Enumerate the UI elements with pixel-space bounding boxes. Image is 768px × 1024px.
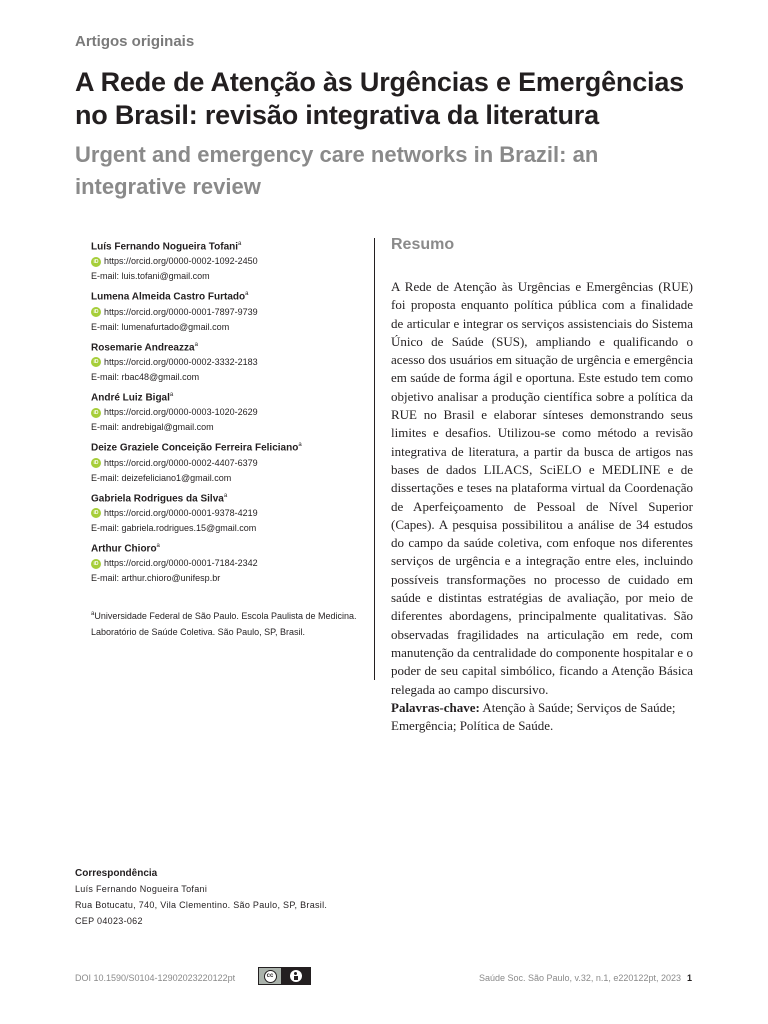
author-entry xyxy=(91,439,374,483)
author-entry xyxy=(91,339,374,383)
author-email[interactable]: E-mail: arthur.chioro@unifesp.br xyxy=(91,573,221,584)
author-email[interactable]: E-mail: gabriela.rodrigues.15@gmail.com xyxy=(91,522,257,533)
author-email[interactable]: E-mail: luis.tofani@gmail.com xyxy=(91,271,210,282)
orcid-icon: iD xyxy=(91,257,101,267)
orcid-icon: iD xyxy=(91,508,101,518)
author-name xyxy=(91,238,374,253)
cc-icon: cc xyxy=(264,970,277,983)
author-name xyxy=(91,288,374,303)
orcid-line xyxy=(91,455,374,472)
correspondence xyxy=(75,866,395,929)
orcid-line xyxy=(91,354,374,371)
cc-by-license-icon[interactable] xyxy=(258,967,311,985)
orcid-icon: iD xyxy=(91,357,101,367)
author-name-text: Lumena Almeida Castro Furtado xyxy=(91,291,246,303)
correspondence-heading: Correspondência xyxy=(75,868,158,879)
attribution-icon xyxy=(290,970,302,982)
author-entry xyxy=(91,288,374,332)
author-name-text: Rosemarie Andreazza xyxy=(91,341,195,353)
author-entry xyxy=(91,389,374,433)
affiliation-text: Universidade Federal de São Paulo. Escola Paulista de Medicina. Laboratório de Saúde Coletiva. São Paulo, SP, Brasil. xyxy=(91,611,357,638)
author-email[interactable]: E-mail: andrebigal@gmail.com xyxy=(91,422,214,433)
author-affiliation-sup: a xyxy=(298,442,302,449)
journal-reference: Saúde Soc. São Paulo, v.32, n.1, e220122pt, 2023 xyxy=(478,973,681,983)
author-entry xyxy=(91,490,374,534)
author-name xyxy=(91,540,374,555)
orcid-link[interactable]: https://orcid.org/0000-0002-1092-2450 xyxy=(104,256,258,267)
author-name-text: Gabriela Rodrigues da Silva xyxy=(91,492,224,504)
abstract xyxy=(391,236,693,735)
author-affiliation-sup: a xyxy=(156,542,160,549)
author-name-text: Luís Fernando Nogueira Tofani xyxy=(91,241,239,253)
orcid-line xyxy=(91,253,374,270)
orcid-line xyxy=(91,404,374,421)
correspondence-line: Rua Botucatu, 740, Vila Clementino. São Paulo, SP, Brasil. xyxy=(75,900,328,910)
orcid-link[interactable]: https://orcid.org/0000-0002-3332-2183 xyxy=(104,356,258,367)
section-label: Artigos originais xyxy=(75,33,195,50)
orcid-line xyxy=(91,304,374,321)
orcid-link[interactable]: https://orcid.org/0000-0003-1020-2629 xyxy=(104,407,258,418)
orcid-link[interactable]: https://orcid.org/0000-0001-7184-2342 xyxy=(104,558,258,569)
correspondence-line: Luís Fernando Nogueira Tofani xyxy=(75,884,208,894)
orcid-line xyxy=(91,555,374,572)
author-affiliation-sup: a xyxy=(245,291,249,298)
author-name-text: Deize Graziele Conceição Ferreira Feliciano xyxy=(91,442,299,454)
keywords xyxy=(391,699,693,736)
author-email[interactable]: E-mail: rbac48@gmail.com xyxy=(91,371,200,382)
author-name xyxy=(91,389,374,404)
article-title-pt: A Rede de Atenção às Urgências e Emergências no Brasil: revisão integrativa da literatura xyxy=(75,67,684,130)
author-affiliation-sup: a xyxy=(223,492,228,499)
orcid-icon: iD xyxy=(91,408,101,418)
page-number: 1 xyxy=(686,973,692,983)
abstract-body: A Rede de Atenção às Urgências e Emergências (RUE) foi proposta enquanto política pública com a finalidade de articular e integrar os serviços assistenciais do Sistema Único de Saúde (SUS), ampliando e qualificando o acesso dos usuários em situação de urgência e emergência em saúde de forma ágil e oportuna. Este estudo tem como objetivo analisar a produção científica sobre a política da RUE no Brasil e elaborar sínteses demonstrando seus limites e desafios. Utilizou-se como método a revisão integrativa de literatura, a partir da busca de artigos nas bases de dados LILACS, SciELO e MEDLINE e de dissertações e teses na plataforma virtual da Coordenação de Aperfeiçoamento de Pessoal de Nível Superior (Capes). A pesquisa possibilitou a análise de 34 estudos do campo da saúde coletiva, com enfoque nos diferentes serviços de urgência e a integração entre eles, incluindo possíveis transformações no processo de cuidado em saúde e distintas estratégias de avaliação, por meio de diferentes abordagens, principalmente qualitativas. São observadas fragilidades na articulação em rede, com manutenção da centralidade do componente hospitalar e o poder de seu capital simbólico, ficando a Atenção Básica relegada ao campo discursivo. xyxy=(391,279,694,697)
orcid-icon: iD xyxy=(91,559,101,569)
author-name xyxy=(91,439,374,454)
journal-citation xyxy=(479,973,692,983)
by-symbol xyxy=(281,968,310,984)
doi-link[interactable]: DOI 10.1590/S0104-12902023220122pt xyxy=(75,973,236,983)
orcid-line xyxy=(91,505,374,522)
author-affiliation-sup: a xyxy=(169,391,174,398)
author-name xyxy=(91,339,374,354)
keywords-label: Palavras-chave: xyxy=(391,699,480,715)
author-affiliation-sup: a xyxy=(238,241,242,247)
orcid-link[interactable]: https://orcid.org/0000-0001-9378-4219 xyxy=(104,507,258,518)
orcid-icon: iD xyxy=(91,307,101,317)
cc-symbol xyxy=(259,968,281,984)
correspondence-line: CEP 04023-062 xyxy=(75,916,143,926)
orcid-link[interactable]: https://orcid.org/0000-0001-7897-9739 xyxy=(104,306,258,317)
orcid-icon: iD xyxy=(91,458,101,468)
author-list xyxy=(91,238,374,584)
author-affiliation-sup: a xyxy=(194,341,198,348)
keywords-text: Atenção à Saúde; Serviços de Saúde; Emergência; Política de Saúde. xyxy=(391,699,676,734)
author-entry xyxy=(91,238,374,282)
article-title-en: Urgent and emergency care networks in Brazil: an integrative review xyxy=(75,142,599,199)
author-email[interactable]: E-mail: deizefeliciano1@gmail.com xyxy=(91,472,232,483)
author-name xyxy=(91,490,374,505)
abstract-heading: Resumo xyxy=(391,236,455,253)
author-email[interactable]: E-mail: lumenafurtado@gmail.com xyxy=(91,321,230,332)
affiliation xyxy=(91,606,373,640)
orcid-link[interactable]: https://orcid.org/0000-0002-4407-6379 xyxy=(104,457,258,468)
affiliation-sup: a xyxy=(91,611,95,618)
authors-column xyxy=(75,238,375,680)
author-name-text: André Luiz Bigal xyxy=(91,392,170,404)
author-entry xyxy=(91,540,374,584)
author-name-text: Arthur Chioro xyxy=(91,543,157,555)
